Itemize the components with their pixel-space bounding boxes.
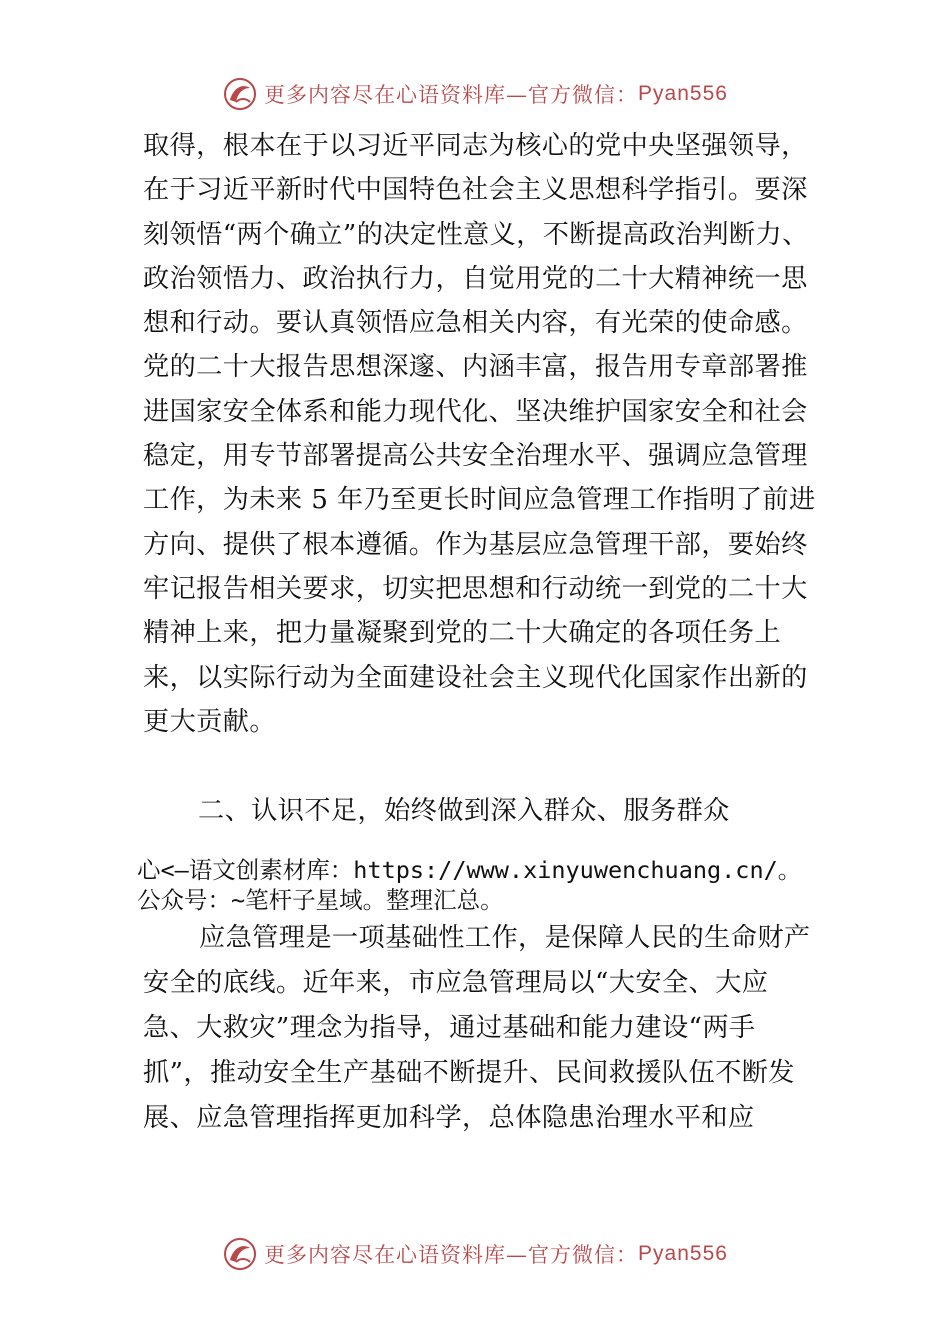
source-note-line-1: 心<—语文创素材库：https://www.xinyuwenchuang.cn/。 [137, 856, 802, 884]
source-note [137, 855, 857, 915]
source-note-line-2: 公众号：~笔杆子星域。整理汇总。 [137, 886, 504, 914]
paragraph-2: 应急管理是一项基础性工作，是保障人民的生命财产安全的底线。近年来，市应急管理局以“大安全、大应急、大救灾”理念为指导，通过基础和能力建设“两手抓”，推动安全生产基础不断提升、民间救援队伍不断发展、应急管理指挥更加科学，总体隐患治理水平和应 [143, 923, 811, 1133]
banner-wechat-id: Pyan556 [638, 1242, 728, 1265]
logo-icon [222, 1236, 258, 1272]
banner-text: 更多内容尽在心语资料库—官方微信： [264, 1243, 639, 1267]
header-banner [0, 74, 950, 114]
section-heading: 二、认识不足，始终做到深入群众、服务群众 [198, 796, 730, 826]
document-body-top [143, 124, 833, 744]
banner-wechat-id: Pyan556 [638, 82, 728, 105]
banner-text: 更多内容尽在心语资料库—官方微信： [264, 83, 639, 107]
paragraph-1: 取得，根本在于以习近平同志为核心的党中央坚强领导，在于习近平新时代中国特色社会主义思想科学指引。要深刻领悟“两个确立”的决定性意义，不断提高政治判断力、政治领悟力、政治执行力，自觉用党的二十大精神统一思想和行动。要认真领悟应急相关内容，有光荣的使命感。党的二十大报告思想深邃、内涵丰富，报告用专章部署推进国家安全体系和能力现代化、坚决维护国家安全和社会稳定，用专节部署提高公共安全治理水平、强调应急管理工作，为未来 5 年乃至更长时间应急管理工作指明了前进方向、提供了根本遵循。作为基层应急管理干部，要始终牢记报告相关要求，切实把思想和行动统一到党的二十大精神上来，把力量凝聚到党的二十大确定的各项任务上来，以实际行动为全面建设社会主义现代化国家作出新的更大贡献。 [143, 131, 816, 737]
logo-icon [222, 76, 258, 112]
footer-banner [0, 1234, 950, 1274]
